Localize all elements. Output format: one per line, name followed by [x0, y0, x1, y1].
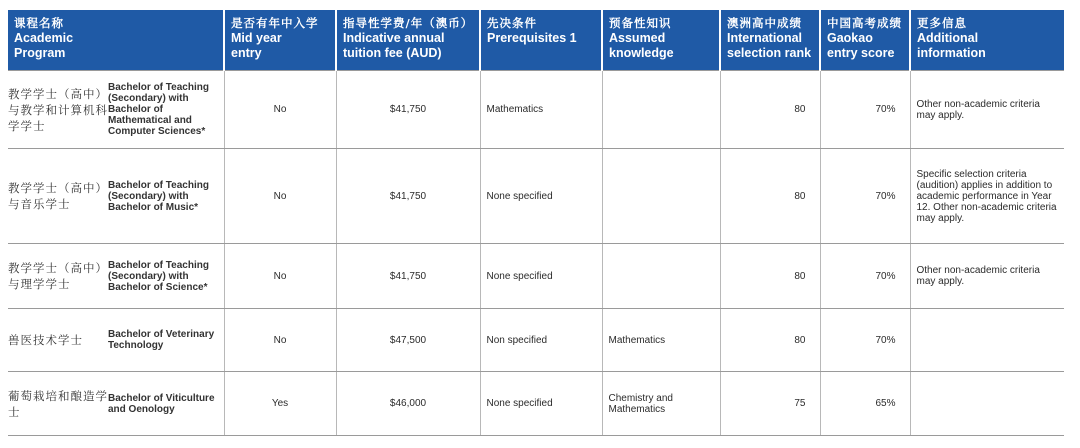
fee-cell: $47,500	[336, 309, 480, 372]
header-assumed-en2: knowledge	[609, 46, 674, 60]
info-cell: Other non-academic criteria may apply.	[910, 71, 1064, 149]
header-program-en2: Program	[14, 46, 66, 60]
header-midyear-en2: entry	[231, 46, 262, 60]
table-row	[8, 149, 1064, 244]
assumed-cell: Mathematics	[602, 309, 720, 372]
header-rank	[720, 10, 820, 71]
midyear-cell: Yes	[224, 372, 336, 436]
header-info-en2: information	[917, 46, 986, 60]
info-cell: Other non-academic criteria may apply.	[910, 244, 1064, 309]
program-cell	[8, 71, 224, 149]
gaokao-cell: 70%	[820, 244, 910, 309]
header-prereq	[480, 10, 602, 71]
table-row	[8, 71, 1064, 149]
header-fee-en1: Indicative annual	[343, 31, 445, 45]
program-name-en: Bachelor of Teaching (Secondary) with Bachelor of Music*	[108, 179, 209, 213]
header-program	[8, 10, 224, 71]
rank-cell: 75	[720, 372, 820, 436]
fee-cell: $41,750	[336, 71, 480, 149]
gaokao-cell: 70%	[820, 309, 910, 372]
programs-table	[8, 10, 1064, 436]
program-name-en: Bachelor of Teaching (Secondary) with Bachelor of Mathematical and Computer Sciences*	[108, 82, 209, 137]
header-gaokao-en1: Gaokao	[827, 31, 873, 45]
assumed-cell	[602, 71, 720, 149]
program-name-en: Bachelor of Viticulture and Oenology	[108, 392, 215, 415]
header-info-cn: 更多信息	[917, 16, 967, 30]
fee-cell: $41,750	[336, 244, 480, 309]
fee-cell: $46,000	[336, 372, 480, 436]
table-row	[8, 372, 1064, 436]
rank-cell: 80	[720, 149, 820, 244]
assumed-cell	[602, 149, 720, 244]
header-rank-en2: selection rank	[727, 46, 812, 60]
rank-cell: 80	[720, 244, 820, 309]
header-info-en1: Additional	[917, 31, 979, 45]
fee-cell: $41,750	[336, 149, 480, 244]
program-cell	[8, 244, 224, 309]
rank-cell: 80	[720, 71, 820, 149]
prereq-cell: None specified	[480, 372, 602, 436]
header-rank-cn: 澳洲高中成绩	[727, 16, 802, 30]
header-assumed	[602, 10, 720, 71]
midyear-cell: No	[224, 309, 336, 372]
header-fee-cn: 指导性学费/年（澳币）	[343, 16, 474, 30]
program-name-cn: 教学学士（高中）与音乐学士	[8, 181, 108, 211]
program-name-cn: 兽医技术学士	[8, 333, 83, 347]
gaokao-cell: 70%	[820, 71, 910, 149]
program-name-en: Bachelor of Veterinary Technology	[108, 329, 215, 351]
program-name-cn: 教学学士（高中）与教学和计算机科学学士	[8, 86, 108, 133]
header-row	[8, 10, 1064, 71]
prereq-cell: None specified	[480, 149, 602, 244]
program-name-cn: 葡萄栽培和酿造学士	[8, 388, 108, 419]
midyear-cell: No	[224, 149, 336, 244]
table-row	[8, 244, 1064, 309]
info-cell	[910, 372, 1064, 436]
assumed-cell	[602, 244, 720, 309]
info-cell: Specific selection criteria (audition) applies in addition to academic performance in Year 12. Other non-academic criteria may apply.	[910, 149, 1064, 244]
header-program-en1: Academic	[14, 31, 74, 45]
prereq-cell: Mathematics	[480, 71, 602, 149]
header-gaokao	[820, 10, 910, 71]
header-midyear-en1: Mid year	[231, 31, 282, 45]
program-name-cn: 教学学士（高中）与理学学士	[8, 261, 108, 291]
program-cell	[8, 309, 224, 372]
info-cell	[910, 309, 1064, 372]
header-fee	[336, 10, 480, 71]
gaokao-cell: 70%	[820, 149, 910, 244]
midyear-cell: No	[224, 244, 336, 309]
table-row	[8, 309, 1064, 372]
header-program-cn: 课程名称	[14, 16, 64, 30]
header-midyear	[224, 10, 336, 71]
header-assumed-en1: Assumed	[609, 31, 666, 45]
prereq-cell: Non specified	[480, 309, 602, 372]
gaokao-cell: 65%	[820, 372, 910, 436]
header-info	[910, 10, 1064, 71]
header-rank-en1: International	[727, 31, 803, 45]
assumed-cell: Chemistry and Mathematics	[602, 372, 720, 436]
program-cell	[8, 372, 224, 436]
program-name-en: Bachelor of Teaching (Secondary) with Bachelor of Science*	[108, 259, 209, 293]
header-assumed-cn: 预备性知识	[609, 16, 672, 30]
header-prereq-cn: 先决条件	[487, 16, 537, 30]
header-gaokao-en2: entry score	[827, 46, 895, 60]
header-gaokao-cn: 中国高考成绩	[827, 16, 902, 30]
rank-cell: 80	[720, 309, 820, 372]
header-midyear-cn: 是否有年中入学	[231, 16, 319, 30]
header-prereq-en1: Prerequisites 1	[487, 31, 577, 45]
prereq-cell: None specified	[480, 244, 602, 309]
program-cell	[8, 149, 224, 244]
header-fee-en2: tuition fee (AUD)	[343, 46, 442, 60]
midyear-cell: No	[224, 71, 336, 149]
